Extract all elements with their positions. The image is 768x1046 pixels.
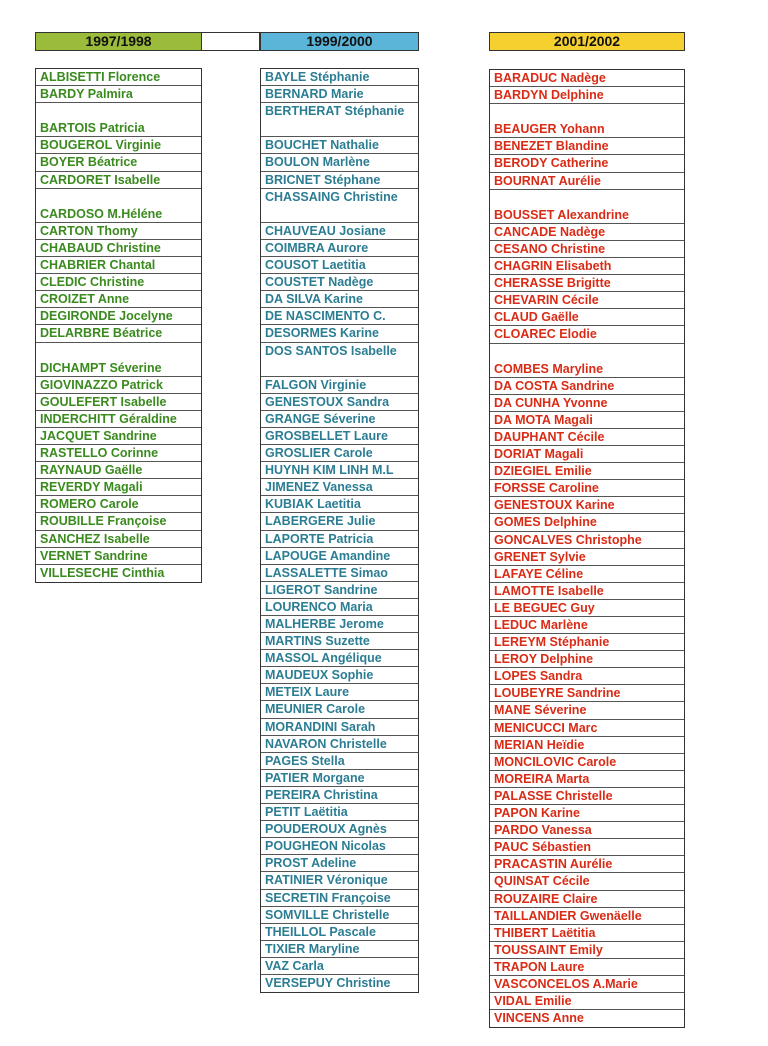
name-row: ROUBILLE Françoise	[36, 513, 201, 530]
name-row: SECRETIN Françoise	[261, 890, 418, 907]
name-row: MORANDINI Sarah	[261, 719, 418, 736]
name-row: LEREYM Stéphanie	[490, 634, 684, 651]
name-row: LEDUC Marlène	[490, 617, 684, 634]
name-row: HUYNH KIM LINH M.L	[261, 462, 418, 479]
name-row: VASCONCELOS A.Marie	[490, 976, 684, 993]
name-row: COMBES Maryline	[490, 344, 684, 378]
header-2001-2002: 2001/2002	[489, 32, 685, 51]
name-row: CHERASSE Brigitte	[490, 275, 684, 292]
name-row: MONCILOVIC Carole	[490, 754, 684, 771]
name-row: SANCHEZ Isabelle	[36, 531, 201, 548]
name-row: QUINSAT Cécile	[490, 873, 684, 890]
name-row: MALHERBE Jerome	[261, 616, 418, 633]
name-row: VERSEPUY Christine	[265, 975, 391, 990]
name-row: SOMVILLE Christelle	[261, 907, 418, 924]
name-row: CHABRIER Chantal	[36, 257, 201, 274]
name-row: BOUGEROL Virginie	[36, 137, 201, 154]
name-row: ROUZAIRE Claire	[490, 891, 684, 908]
column-2001-2002	[489, 69, 685, 1028]
name-row: PETIT Laëtitia	[261, 804, 418, 821]
name-row: LE BEGUEC Guy	[490, 600, 684, 617]
name-row: RATINIER Véronique	[261, 872, 418, 889]
name-row: DA SILVA Karine	[261, 291, 418, 308]
name-row: MERIAN Heïdie	[490, 737, 684, 754]
name-row: KUBIAK Laetitia	[261, 496, 418, 513]
name-row: BENEZET Blandine	[490, 138, 684, 155]
name-row: BEAUGER Yohann	[490, 104, 684, 138]
name-row: BARDYN Delphine	[490, 87, 684, 104]
name-row: CARTON Thomy	[36, 223, 201, 240]
name-row: NAVARON Christelle	[261, 736, 418, 753]
name-row: CHAUVEAU Josiane	[261, 223, 418, 240]
name-row: FORSSE Caroline	[490, 480, 684, 497]
name-row: CROIZET Anne	[36, 291, 201, 308]
name-row: CLEDIC Christine	[36, 274, 201, 291]
header-1999-2000: 1999/2000	[260, 32, 419, 51]
name-row: LAPORTE Patricia	[261, 531, 418, 548]
name-row: JACQUET Sandrine	[36, 428, 201, 445]
name-row: DE NASCIMENTO C.	[261, 308, 418, 325]
name-row: BOYER Béatrice	[36, 154, 201, 171]
name-row: CLOAREC Elodie	[490, 326, 684, 343]
name-row: PEREIRA Christina	[261, 787, 418, 804]
name-row: METEIX Laure	[261, 684, 418, 701]
name-row: CARDORET Isabelle	[36, 172, 201, 189]
name-row: DAUPHANT Cécile	[490, 429, 684, 446]
name-row: VINCENS Anne	[494, 1011, 584, 1026]
name-row: DESORMES Karine	[261, 325, 418, 342]
name-row: LIGEROT Sandrine	[261, 582, 418, 599]
name-row: ALBISETTI Florence	[36, 69, 201, 86]
name-row: MARTINS Suzette	[261, 633, 418, 650]
name-row: TIXIER Maryline	[261, 941, 418, 958]
name-row: CESANO Christine	[490, 241, 684, 258]
name-row: RASTELLO Corinne	[36, 445, 201, 462]
name-row: BOURNAT Aurélie	[490, 173, 684, 190]
name-row: DELARBRE Béatrice	[36, 325, 201, 342]
name-row: PAUC Sébastien	[490, 839, 684, 856]
name-row: TOUSSAINT Emily	[490, 942, 684, 959]
name-row: BERTHERAT Stéphanie	[261, 103, 418, 137]
name-row: LAFAYE Céline	[490, 566, 684, 583]
header-spacer	[202, 32, 260, 51]
name-row: LAPOUGE Amandine	[261, 548, 418, 565]
name-row: LASSALETTE Simao	[261, 565, 418, 582]
name-row: DOS SANTOS Isabelle	[261, 343, 418, 377]
name-row: BERNARD Marie	[261, 86, 418, 103]
name-row: GIOVINAZZO Patrick	[36, 377, 201, 394]
name-row: GOULEFERT Isabelle	[36, 394, 201, 411]
column-1997-1998	[35, 68, 202, 583]
name-row: PRACASTIN Aurélie	[490, 856, 684, 873]
name-row: DA MOTA Magali	[490, 412, 684, 429]
name-row: DORIAT Magali	[490, 446, 684, 463]
name-row: DA COSTA Sandrine	[490, 378, 684, 395]
name-row: GROSLIER Carole	[261, 445, 418, 462]
name-row: TAILLANDIER Gwenäelle	[490, 908, 684, 925]
name-row: BARADUC Nadège	[490, 70, 684, 87]
name-row: PALASSE Christelle	[490, 788, 684, 805]
name-row: VIDAL Emilie	[490, 993, 684, 1010]
name-row: REVERDY Magali	[36, 479, 201, 496]
name-row: TRAPON Laure	[490, 959, 684, 976]
name-row: CHAGRIN Elisabeth	[490, 258, 684, 275]
name-row: PROST Adeline	[261, 855, 418, 872]
name-row: COUSTET Nadège	[261, 274, 418, 291]
name-row: LABERGERE Julie	[261, 513, 418, 530]
name-row: THIBERT Laëtitia	[490, 925, 684, 942]
name-row: VERNET Sandrine	[36, 548, 201, 565]
name-row: BOUSSET Alexandrine	[490, 190, 684, 224]
name-row: MAUDEUX Sophie	[261, 667, 418, 684]
name-row: PAPON Karine	[490, 805, 684, 822]
name-row: DZIEGIEL Emilie	[490, 463, 684, 480]
name-row: CARDOSO M.Héléne	[36, 189, 201, 223]
name-row: DICHAMPT Séverine	[36, 343, 201, 377]
name-row: LOUBEYRE Sandrine	[490, 685, 684, 702]
name-row: BRICNET Stéphane	[261, 172, 418, 189]
name-row: CHABAUD Christine	[36, 240, 201, 257]
name-row: POUDEROUX Agnès	[261, 821, 418, 838]
name-row: MASSOL Angélique	[261, 650, 418, 667]
name-row: LOPES Sandra	[490, 668, 684, 685]
name-row: LEROY Delphine	[490, 651, 684, 668]
name-row: GRENET Sylvie	[490, 549, 684, 566]
name-row: JIMENEZ Vanessa	[261, 479, 418, 496]
name-row: VILLESECHE Cinthia	[40, 565, 165, 580]
name-row: PARDO Vanessa	[490, 822, 684, 839]
name-row: RAYNAUD Gaëlle	[36, 462, 201, 479]
name-row: GROSBELLET Laure	[261, 428, 418, 445]
name-row: GRANGE Séverine	[261, 411, 418, 428]
column-1999-2000	[260, 68, 419, 993]
name-row: COIMBRA Aurore	[261, 240, 418, 257]
name-row: ROMERO Carole	[36, 496, 201, 513]
name-row: FALGON Virginie	[261, 377, 418, 394]
name-row: GENESTOUX Sandra	[261, 394, 418, 411]
name-row: GENESTOUX Karine	[490, 497, 684, 514]
name-row: CLAUD Gaëlle	[490, 309, 684, 326]
name-row: CHASSAING Christine	[261, 189, 418, 223]
name-row: LOURENCO Maria	[261, 599, 418, 616]
name-row: BOUCHET Nathalie	[261, 137, 418, 154]
name-row: DEGIRONDE Jocelyne	[36, 308, 201, 325]
name-row: THEILLOL Pascale	[261, 924, 418, 941]
name-row: BERODY Catherine	[490, 155, 684, 172]
name-row: PATIER Morgane	[261, 770, 418, 787]
name-row: CHEVARIN Cécile	[490, 292, 684, 309]
name-row: POUGHEON Nicolas	[261, 838, 418, 855]
name-row: LAMOTTE Isabelle	[490, 583, 684, 600]
name-row: BOULON Marlène	[261, 154, 418, 171]
name-row: GOMES Delphine	[490, 514, 684, 531]
name-row: DA CUNHA Yvonne	[490, 395, 684, 412]
name-row: PAGES Stella	[261, 753, 418, 770]
name-row: MEUNIER Carole	[261, 701, 418, 718]
name-row: INDERCHITT Géraldine	[36, 411, 201, 428]
name-row: BARDY Palmira	[36, 86, 201, 103]
name-row: BARTOIS Patricia	[36, 103, 201, 137]
name-row: MANE Séverine	[490, 702, 684, 719]
name-row: MENICUCCI Marc	[490, 720, 684, 737]
name-row: VAZ Carla	[261, 958, 418, 975]
name-row: COUSOT Laetitia	[261, 257, 418, 274]
name-row: MOREIRA Marta	[490, 771, 684, 788]
name-row: GONCALVES Christophe	[490, 532, 684, 549]
name-row: BAYLE Stéphanie	[261, 69, 418, 86]
name-row: CANCADE Nadège	[490, 224, 684, 241]
header-1997-1998: 1997/1998	[35, 32, 202, 51]
